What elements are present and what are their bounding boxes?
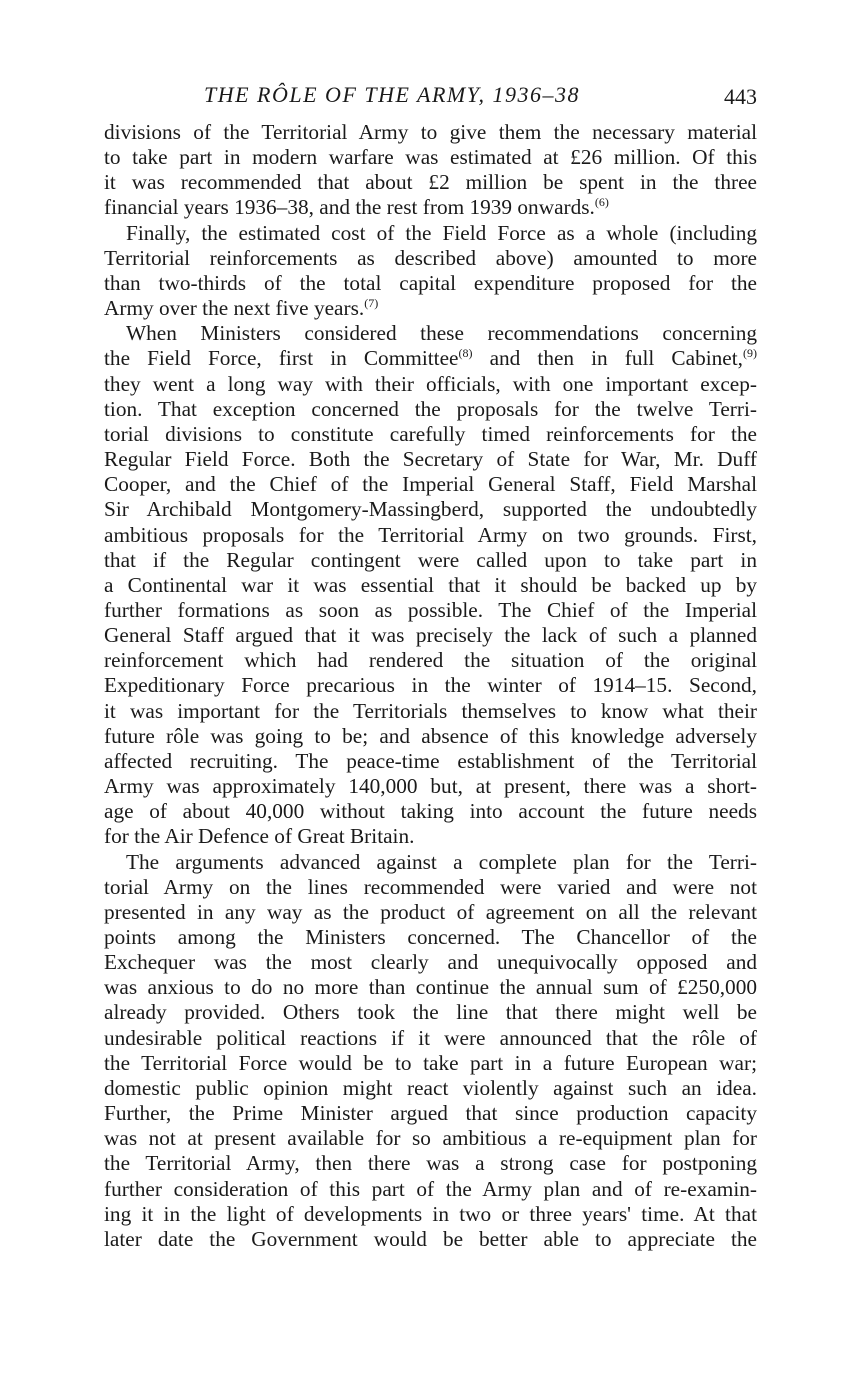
text-line [104,925,757,950]
line-text: was anxious to do no more than continue the annual sum of £250,000 [104,975,757,1000]
line-text: for the Air Defence of Great Britain. [104,824,415,849]
text-line [104,623,757,648]
line-text: and then in full Cabinet, [472,346,743,371]
line-text: to take part in modern warfare was estimated at £26 million. Of this [104,145,757,170]
line-text: divisions of the Territorial Army to give them the necessary material [104,120,757,144]
paragraph [104,221,757,322]
paragraph [104,321,757,849]
text-line [104,1227,757,1252]
text-line [104,1151,757,1176]
text-line [104,271,757,296]
line-text: General Staff argued that it was precisely the lack of such a planned [104,623,757,648]
line-text: points among the Ministers concerned. The Chancellor of the [104,925,757,949]
text-line [104,648,757,673]
footnote-reference: (6) [594,195,609,210]
text-line [104,724,757,749]
text-line [104,523,757,548]
text-line [104,1202,757,1227]
line-text: Cooper, and the Chief of the Imperial General Staff, Field Marshal [104,472,757,497]
text-line [104,472,757,497]
paragraph [104,120,757,221]
line-text: financial years 1936–38, and the rest from 1939 onwards. [104,195,595,220]
text-line [104,1026,757,1051]
text-line [104,321,757,346]
text-line [104,296,757,321]
line-text: tion. That exception concerned the proposals for the twelve Terri- [104,396,757,421]
line-text: torial Army on the lines recommended were varied and were not [104,874,757,899]
line-text: already provided. Others took the line that there might well be [104,1000,757,1025]
paragraph [104,850,757,1253]
line-text: undesirable political reactions if it were announced that the rôle of [104,1025,757,1050]
line-text: ing it in the light of developments in two or three years' time. At that [104,1201,757,1226]
line-text: age of about 40,000 without taking into account the future needs [104,799,757,824]
line-text: torial divisions to constitute carefully timed reinforcements for the [104,421,757,446]
text-line [104,824,757,849]
text-line [104,1076,757,1101]
line-text: Further, the Prime Minister argued that since production capacity [104,1101,757,1126]
line-text: it was recommended that about £2 million be spent in the three [104,170,757,195]
line-text: ambitious proposals for the Territorial Army on two grounds. First, [104,522,757,547]
footnote-reference: (9) [743,346,757,361]
text-line [104,221,757,246]
line-text: a Continental war it was essential that it should be backed up by [104,572,757,597]
line-text: Finally, the estimated cost of the Field Force as a whole (including [126,220,757,245]
text-line [104,850,757,875]
text-line [104,975,757,1000]
text-line [104,497,757,522]
text-line [104,950,757,975]
text-line [104,346,757,371]
text-line [104,447,757,472]
line-text: it was important for the Territorials themselves to know what their [104,698,757,723]
line-text: Army over the next five years. [104,296,365,321]
line-text: that if the Regular contingent were called upon to take part in [104,547,757,572]
text-line [104,372,757,397]
running-header [104,82,757,112]
text-line [104,1101,757,1126]
text-line [104,1051,757,1076]
text-line [104,120,757,145]
text-line [104,749,757,774]
text-line [104,799,757,824]
line-text: affected recruiting. The peace-time establishment of the Territorial [104,748,757,773]
footnote-reference: (8) [458,346,473,361]
text-line [104,1126,757,1151]
line-text: further consideration of this part of the Army plan and of re-examin- [104,1176,757,1201]
line-text: than two-thirds of the total capital expenditure proposed for the [104,270,757,295]
line-text: the Territorial Army, then there was a strong case for postponing [104,1151,757,1176]
line-text: Expeditionary Force precarious in the winter of 1914–15. Second, [104,673,757,698]
line-text: Territorial reinforcements as described above) amounted to more [104,245,757,270]
line-text: Army was approximately 140,000 but, at present, there was a short- [104,774,757,799]
body-text [104,120,757,1252]
text-line [104,145,757,170]
text-line [104,422,757,447]
text-line [104,1177,757,1202]
footnote-reference: (7) [364,296,379,311]
line-text: they went a long way with their officials, with one important excep- [104,371,757,396]
text-line [104,1000,757,1025]
text-line [104,573,757,598]
text-line [104,875,757,900]
text-line [104,699,757,724]
line-text: the Territorial Force would be to take part in a future European war; [104,1050,757,1075]
text-line [104,900,757,925]
line-text: presented in any way as the product of agreement on all the relevant [104,899,757,924]
line-text: domestic public opinion might react violently against such an idea. [104,1075,757,1100]
line-text: Regular Field Force. Both the Secretary of State for War, Mr. Duff [104,447,757,472]
line-text: Exchequer was the most clearly and unequivocally opposed and [104,950,757,975]
line-text: When Ministers considered these recommendations concerning [126,321,757,346]
line-text: the Field Force, first in Committee [104,346,459,371]
line-text: was not at present available for so ambitious a re-equipment plan for [104,1126,757,1151]
line-text: The arguments advanced against a complete plan for the Terri- [126,849,757,874]
text-line [104,548,757,573]
text-line [104,397,757,422]
text-line [104,195,757,220]
text-line [104,774,757,799]
text-line [104,673,757,698]
line-text: reinforcement which had rendered the situation of the original [104,648,757,673]
page-number: 443 [724,84,757,109]
line-text: later date the Government would be better able to appreciate the [104,1226,757,1251]
line-text: future rôle was going to be; and absence of this knowledge adversely [104,723,757,748]
line-text: Sir Archibald Montgomery-Massingberd, supported the undoubtedly [104,497,757,522]
text-line [104,598,757,623]
text-line [104,170,757,195]
line-text: further formations as soon as possible. The Chief of the Imperial [104,597,757,622]
text-line [104,246,757,271]
running-title: THE RÔLE OF THE ARMY, 1936–38 [204,82,580,107]
